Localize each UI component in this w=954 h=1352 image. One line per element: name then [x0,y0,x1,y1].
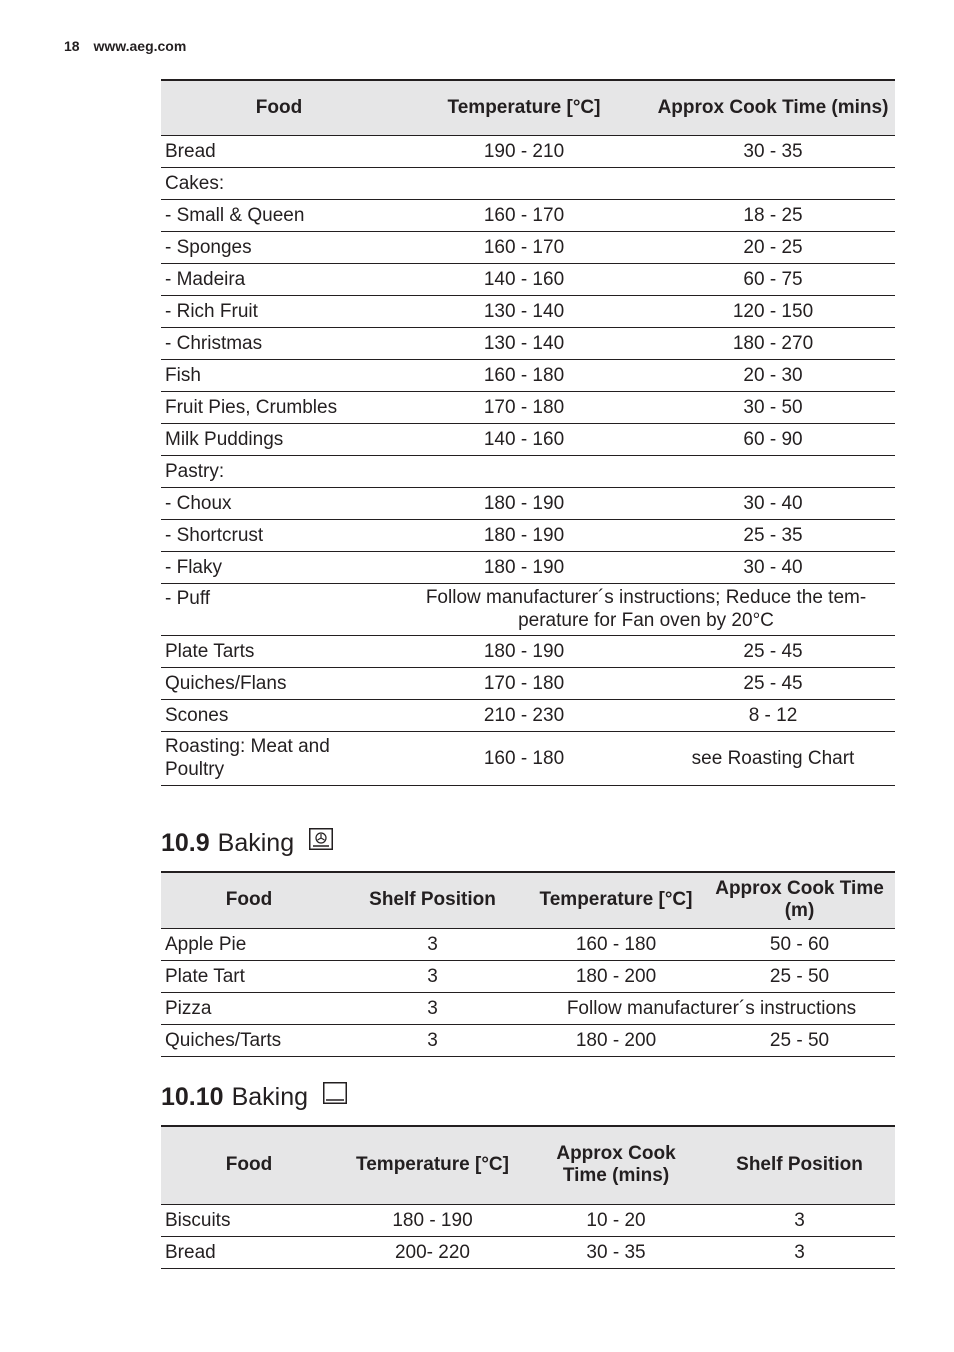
food-cell: Bread [165,1241,216,1263]
table-row [161,731,895,785]
table-row [161,1204,895,1236]
table-row [161,391,895,423]
table-row [161,423,895,455]
cook-time-cell: 25 - 35 [743,524,803,546]
temperature-cell: 190 - 210 [483,140,565,162]
temperature-cell: 130 - 140 [483,300,565,322]
temperature-cell: 140 - 160 [483,268,565,290]
instructions-cell: Follow manufacturer´s instructions [566,997,857,1019]
food-cell: - Christmas [165,332,263,354]
section-number: 10.10 [161,1083,224,1111]
table-row [161,667,895,699]
column-header: Approx Cook Time (mins) [651,80,895,135]
temperature-cell: 200- 220 [394,1241,470,1263]
temperature-cell: 160 - 180 [483,364,565,386]
table-row [161,359,895,391]
page-number: 18 [64,38,80,54]
food-cell: - Sponges [165,236,252,258]
cook-time-cell: 25 - 45 [743,640,803,662]
shelf-position-cell: 3 [794,1209,805,1231]
temperature-cell: 180 - 190 [483,524,565,546]
food-cell: Pizza [165,997,212,1019]
cook-time-cell: 50 - 60 [769,933,830,955]
table-header-row [161,1126,895,1204]
food-cell: - Choux [165,492,232,514]
table-row [161,583,895,635]
food-cell: - Flaky [165,556,222,578]
column-header: Temperature [°C] [528,872,704,928]
temperature-cell: 130 - 140 [483,332,565,354]
food-cell: Quiches/Tarts [165,1029,282,1051]
temperature-cell: 170 - 180 [483,396,565,418]
table-header-row [161,80,895,135]
table-row [161,960,895,992]
instructions-cell: Follow manufacturer´s instructions; Reduce the tem-perature for Fan oven by 20°C [425,587,867,631]
table-header-row [161,872,895,928]
table-row [161,167,895,199]
table-row [161,455,895,487]
food-cell: - Small & Queen [165,204,305,226]
temperature-cell [397,455,651,487]
food-cell: Plate Tarts [165,640,255,662]
table-row [161,1024,895,1056]
temperature-cell: 170 - 180 [483,672,565,694]
food-cell: Roasting: Meat and Poultry [165,736,330,780]
food-cell: Quiches/Flans [165,672,287,694]
table-row [161,295,895,327]
table-row [161,487,895,519]
food-cell: Apple Pie [165,933,247,955]
bottom-heat-baking-table [161,1125,895,1269]
section-number: 10.9 [161,829,210,857]
fan-baking-table [161,871,895,1057]
shelf-position-cell: 3 [427,1029,438,1051]
temperature-cell: 160 - 170 [483,236,565,258]
column-header: Approx Cook Time (m) [704,872,895,928]
temperature-cell: 160 - 170 [483,204,565,226]
cook-time-cell: 30 - 35 [743,140,803,162]
temperature-cell: 180 - 190 [483,492,565,514]
food-cell: - Madeira [165,268,246,290]
table-row [161,199,895,231]
temperature-cell: 180 - 190 [392,1209,473,1231]
temperature-cell: 180 - 200 [575,965,657,987]
table-row [161,928,895,960]
conventional-cooking-table [161,79,895,786]
food-cell: Cakes: [165,172,225,194]
food-cell: Plate Tart [165,965,245,987]
food-cell: Fish [165,364,201,386]
cook-time-cell: see Roasting Chart [691,747,855,769]
temperature-cell: 180 - 190 [483,556,565,578]
cook-time-cell: 25 - 50 [769,1029,830,1051]
temperature-cell: 210 - 230 [483,704,565,726]
column-header: Food [161,80,397,135]
food-cell: Scones [165,704,229,726]
temperature-cell: 180 - 190 [483,640,565,662]
cook-time-cell: 60 - 75 [743,268,803,290]
food-cell: - Puff [165,587,211,609]
table-row [161,231,895,263]
section-heading [161,828,333,859]
page-header [64,38,186,54]
column-header: Food [161,872,337,928]
table-row [161,551,895,583]
table-row [161,519,895,551]
temperature-cell [397,167,651,199]
cook-time-cell: 30 - 40 [743,556,803,578]
shelf-position-cell: 3 [794,1241,805,1263]
temperature-cell: 160 - 180 [483,747,565,769]
section-title: Baking [217,829,295,857]
cook-time-cell: 30 - 40 [743,492,803,514]
table-row [161,699,895,731]
table-row [161,635,895,667]
column-header: Shelf Position [704,1126,895,1204]
temperature-cell: 160 - 180 [575,933,657,955]
column-header: Temperature [°C] [337,1126,528,1204]
food-cell: Milk Puddings [165,428,284,450]
cook-time-cell: 180 - 270 [732,332,814,354]
food-cell: Biscuits [165,1209,231,1231]
cook-time-cell: 8 - 12 [748,704,798,726]
food-cell: Bread [165,140,216,162]
cook-time-cell: 120 - 150 [732,300,814,322]
table-row [161,992,895,1024]
cook-time-cell: 18 - 25 [743,204,803,226]
cook-time-cell: 25 - 50 [769,965,830,987]
food-cell: Fruit Pies, Crumbles [165,396,338,418]
column-header: Approx Cook Time (mins) [528,1126,704,1204]
shelf-position-cell: 3 [427,997,438,1019]
cook-time-cell: 60 - 90 [743,428,803,450]
table-row [161,1236,895,1268]
cook-time-cell: 10 - 20 [586,1209,646,1231]
bottom-heat-baking-icon [323,1081,347,1111]
cook-time-cell [651,167,895,199]
shelf-position-cell: 3 [427,933,438,955]
table-row [161,135,895,167]
food-cell: Pastry: [165,460,225,482]
food-cell: - Rich Fruit [165,300,258,322]
column-header: Shelf Position [337,872,528,928]
column-header: Food [161,1126,337,1204]
section-title: Baking [231,1083,309,1111]
cook-time-cell: 20 - 25 [743,236,803,258]
temperature-cell: 180 - 200 [575,1029,657,1051]
food-cell: - Shortcrust [165,524,264,546]
section-heading [161,1082,347,1113]
table-row [161,327,895,359]
cook-time-cell: 30 - 50 [743,396,803,418]
cook-time-cell: 20 - 30 [743,364,803,386]
fan-heat-baking-icon [309,827,333,857]
site-url: www.aeg.com [93,38,187,54]
cook-time-cell [651,455,895,487]
shelf-position-cell: 3 [427,965,438,987]
cook-time-cell: 30 - 35 [586,1241,646,1263]
column-header: Temperature [°C] [397,80,651,135]
temperature-cell: 140 - 160 [483,428,565,450]
table-row [161,263,895,295]
cook-time-cell: 25 - 45 [743,672,803,694]
